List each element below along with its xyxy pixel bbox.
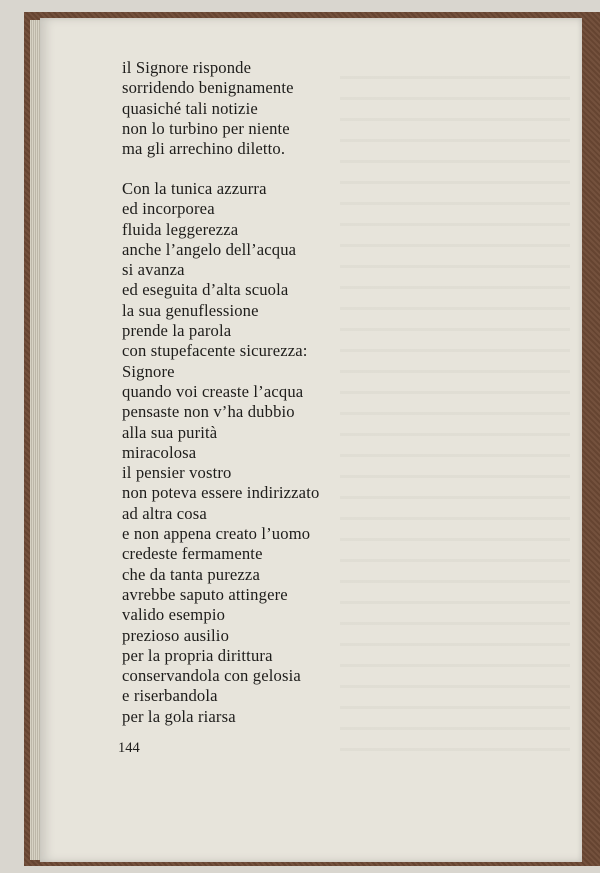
- stanza-1: [122, 58, 294, 159]
- verse-line: ma gli arrechino diletto.: [122, 139, 286, 159]
- verse-line: quasiché tali notizie: [122, 98, 258, 118]
- verse-line: fluida leggerezza: [122, 219, 239, 239]
- verse-line: conservandola con gelosia: [122, 666, 301, 686]
- show-through: [340, 58, 570, 758]
- verse-line: prende la parola: [122, 321, 232, 341]
- verse-line: avrebbe saputo attingere: [122, 584, 288, 604]
- verse-line: alla sua purità: [122, 422, 218, 442]
- verse-line: che da tanta purezza: [122, 564, 260, 584]
- stanza-2: [122, 179, 319, 727]
- verse-line: sorridendo benignamente: [122, 78, 294, 98]
- verse-line: pensaste non v’ha dubbio: [122, 402, 295, 422]
- verse-line: si avanza: [122, 260, 185, 280]
- verse-line: anche l’angelo dell’acqua: [122, 239, 297, 259]
- verse-line: non poteva essere indirizzato: [122, 483, 320, 503]
- verse-line: per la gola riarsa: [122, 706, 236, 726]
- verse-line: con stupefacente sicurezza:: [122, 341, 308, 361]
- verse-line: quando voi creaste l’acqua: [122, 381, 304, 401]
- verse-line: ed eseguita d’alta scuola: [122, 280, 289, 300]
- verse-line: non lo turbino per niente: [122, 118, 290, 138]
- verse-line: valido esempio: [122, 605, 226, 625]
- verse-line: ad altra cosa: [122, 503, 207, 523]
- verse-line: ed incorporea: [122, 199, 215, 219]
- verse-line: credeste fermamente: [122, 544, 263, 564]
- verse-line: per la propria dirittura: [122, 645, 273, 665]
- verse-line: Con la tunica azzurra: [122, 179, 267, 198]
- verse-line: miracolosa: [122, 442, 197, 462]
- verse-line: e riserbandola: [122, 686, 218, 706]
- verse-line: il Signore risponde: [122, 58, 252, 77]
- page-number: 144: [118, 740, 140, 756]
- verse-line: prezioso ausilio: [122, 625, 230, 645]
- verse-line: il pensier vostro: [122, 463, 232, 483]
- verse-line: la sua genuflessione: [122, 300, 259, 320]
- verse-line: Signore: [122, 361, 175, 381]
- verse-line: e non appena creato l’uomo: [122, 524, 311, 544]
